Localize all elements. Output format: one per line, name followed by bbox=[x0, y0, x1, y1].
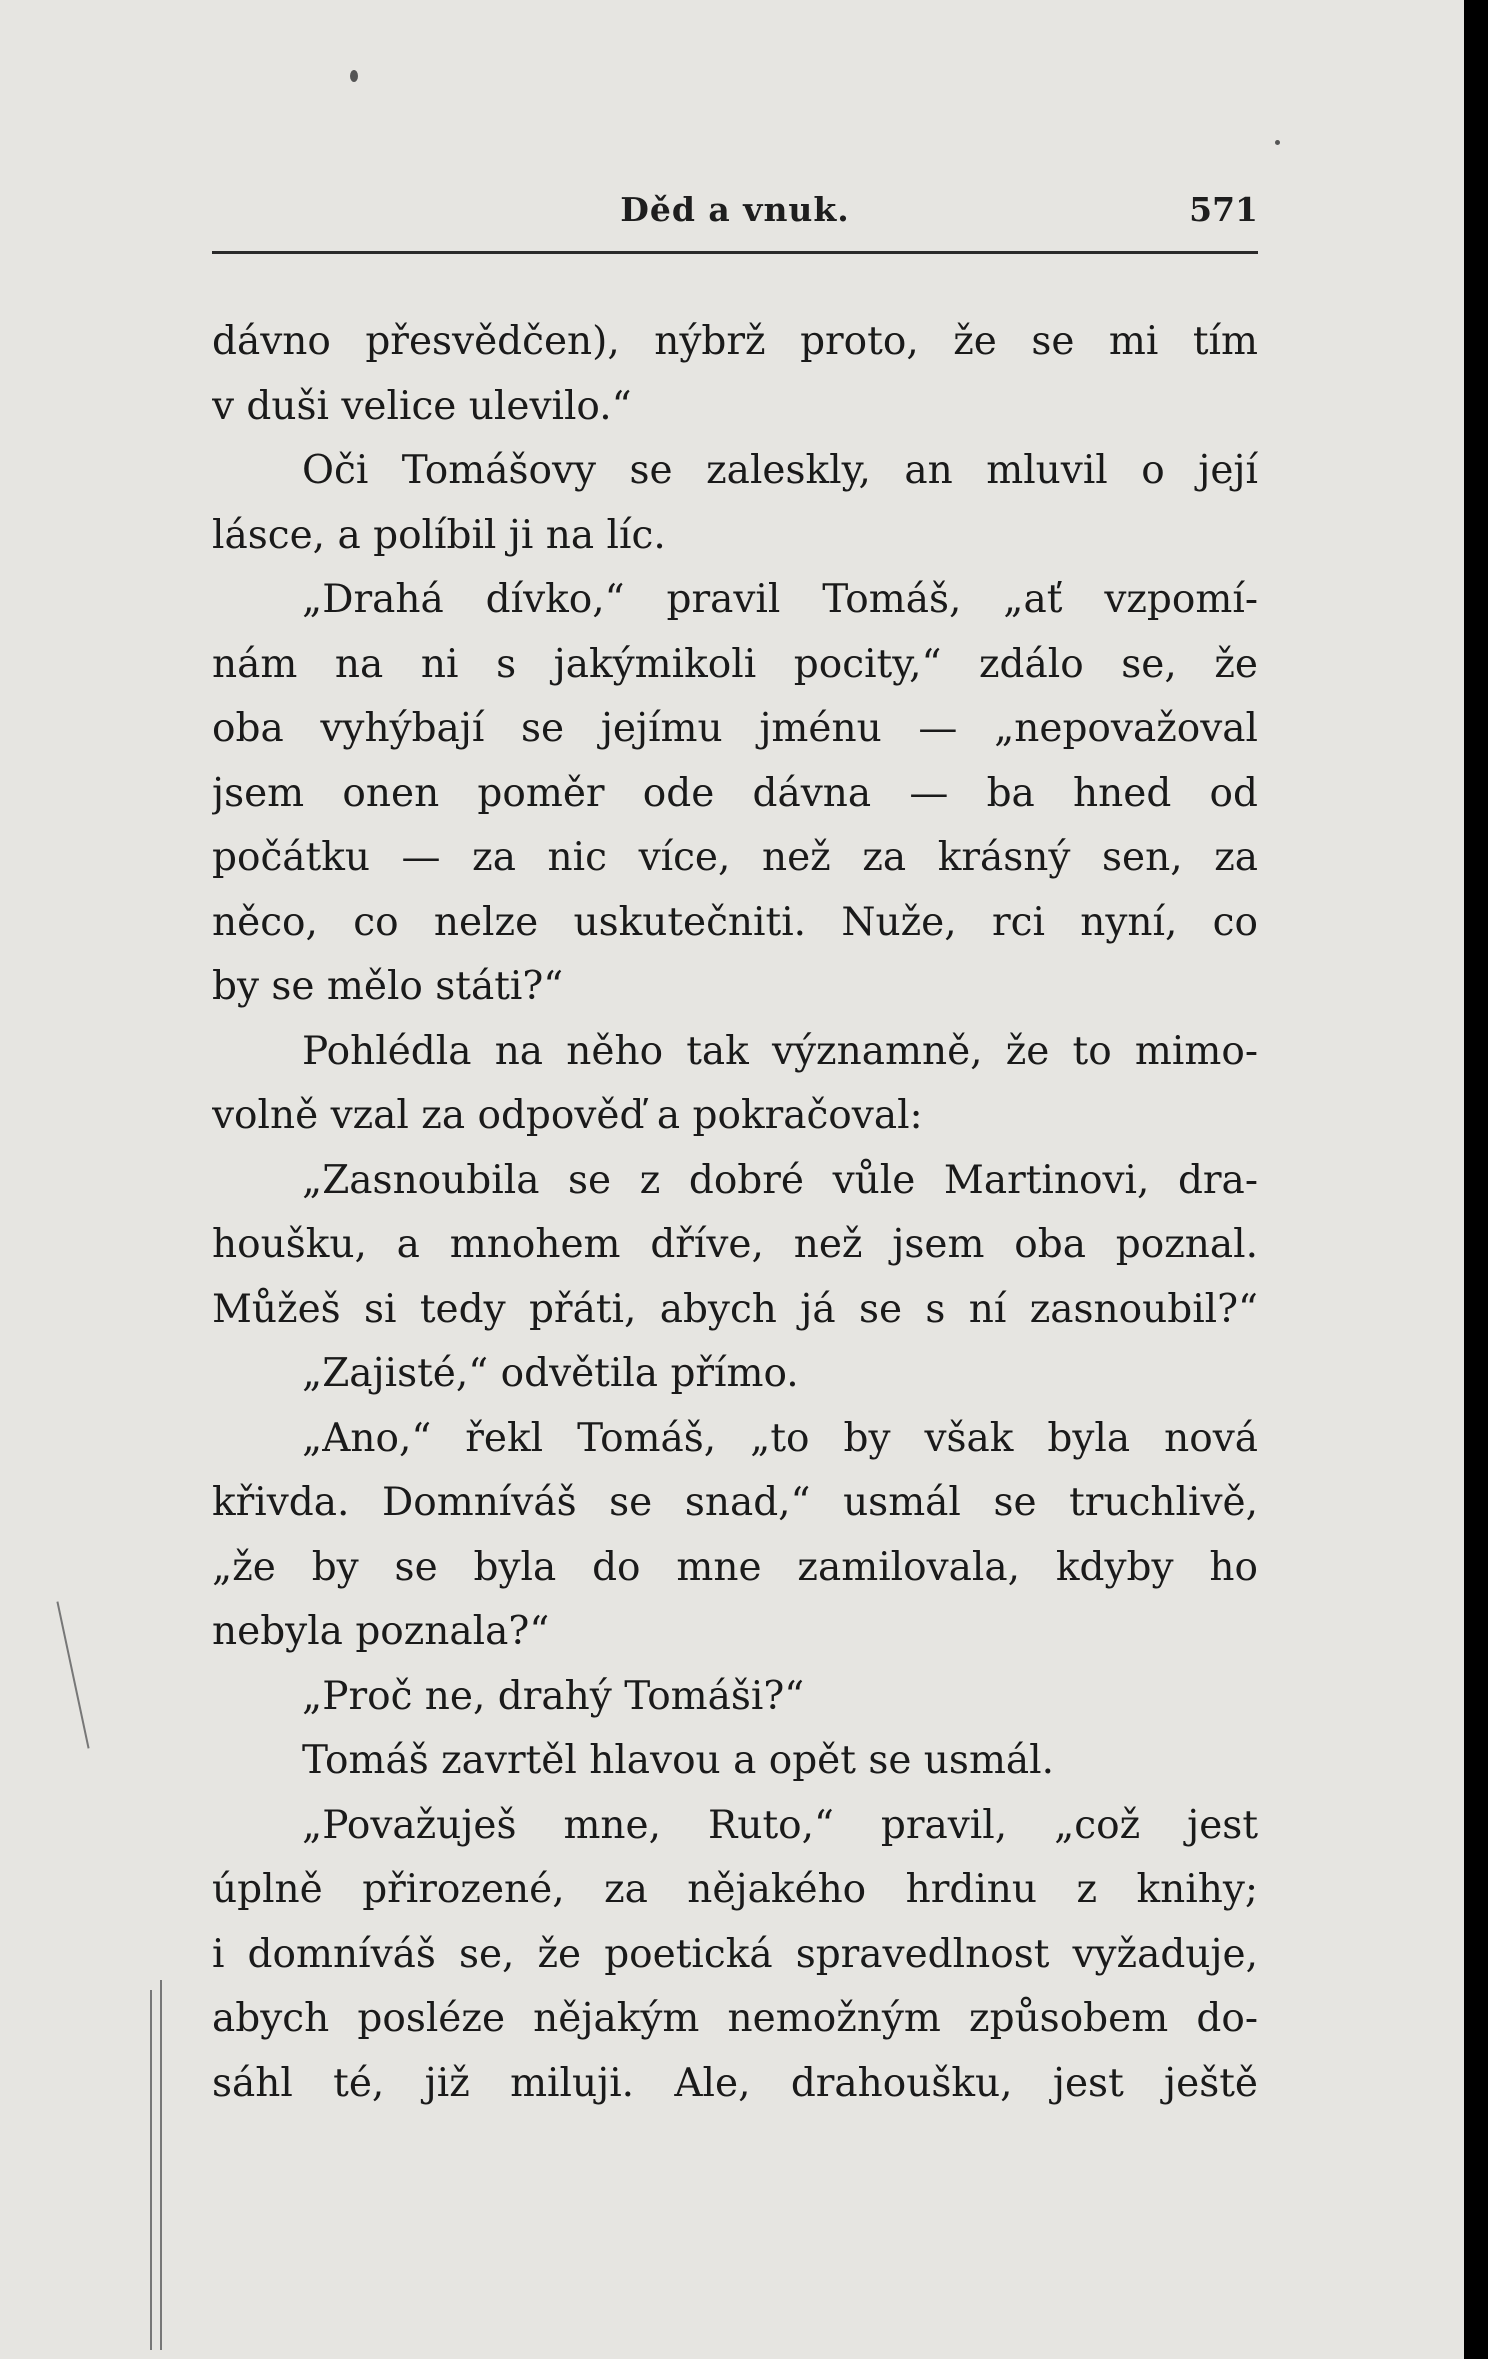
text-line: „Proč ne, drahý Tomáši?“ bbox=[302, 1673, 805, 1719]
text-line: „Považuješ mne, Ruto,“ pravil, „což jest bbox=[302, 1802, 1258, 1848]
scan-speck bbox=[1275, 140, 1280, 145]
text-line: křivda. Domníváš se snad,“ usmál se truchlivě, bbox=[212, 1480, 1258, 1525]
text-line: Pohlédla na něho tak významně, že to mimo- bbox=[302, 1028, 1258, 1074]
scan-speck bbox=[350, 70, 358, 82]
text-line: úplně přirozené, za nějakého hrdinu z knihy; bbox=[212, 1867, 1258, 1912]
text-line: Můžeš si tedy přáti, abych já se s ní zasnoubil?“ bbox=[212, 1286, 1258, 1332]
scan-scratch bbox=[150, 1990, 152, 2350]
text-line: „Drahá dívko,“ pravil Tomáš, „ať vzpomí- bbox=[302, 577, 1258, 622]
page-number: 571 bbox=[1189, 190, 1258, 229]
text-line: lásce, a políbil ji na líc. bbox=[212, 512, 666, 558]
text-line: něco, co nelze uskutečniti. Nuže, rci nyní, co bbox=[212, 899, 1258, 945]
text-line: „že by se byla do mne zamilovala, kdyby ho bbox=[212, 1544, 1258, 1590]
text-line: počátku — za nic více, než za krásný sen, za bbox=[212, 835, 1258, 880]
scan-scratch bbox=[160, 1980, 162, 2350]
text-line: v duši velice ulevilo.“ bbox=[212, 383, 632, 429]
body-text bbox=[212, 310, 1258, 2116]
text-line: houšku, a mnohem dříve, než jsem oba poznal. bbox=[212, 1222, 1258, 1267]
header-rule bbox=[212, 251, 1258, 254]
text-line: oba vyhýbají se jejímu jménu — „nepovažoval bbox=[212, 706, 1258, 751]
text-line: dávno přesvědčen), nýbrž proto, že se mi tím bbox=[212, 319, 1258, 364]
text-line: „Zajisté,“ odvětila přímo. bbox=[302, 1351, 799, 1396]
text-line: volně vzal za odpověď a pokračoval: bbox=[212, 1093, 923, 1138]
text-line: nám na ni s jakýmikoli pocity,“ zdálo se, že bbox=[212, 641, 1258, 687]
text-line: „Ano,“ řekl Tomáš, „to by však byla nová bbox=[302, 1415, 1258, 1461]
text-line: Tomáš zavrtěl hlavou a opět se usmál. bbox=[302, 1738, 1055, 1783]
text-line: jsem onen poměr ode dávna — ba hned od bbox=[212, 770, 1258, 816]
text-line: sáhl té, již miluji. Ale, drahoušku, jest ještě bbox=[212, 2060, 1258, 2106]
text-line: i domníváš se, že poetická spravedlnost vyžaduje, bbox=[212, 1931, 1258, 1977]
text-line: Oči Tomášovy se zaleskly, an mluvil o její bbox=[302, 448, 1258, 493]
text-line: „Zasnoubila se z dobré vůle Martinovi, dra- bbox=[302, 1157, 1258, 1203]
running-title: Děd a vnuk. bbox=[620, 190, 850, 229]
running-header bbox=[212, 190, 1258, 248]
text-line: nebyla poznala?“ bbox=[212, 1609, 550, 1654]
scan-scratch bbox=[56, 1601, 89, 1748]
text-line: by se mělo státi?“ bbox=[212, 964, 564, 1009]
text-line: abych posléze nějakým nemožným způsobem do- bbox=[212, 1996, 1258, 2041]
